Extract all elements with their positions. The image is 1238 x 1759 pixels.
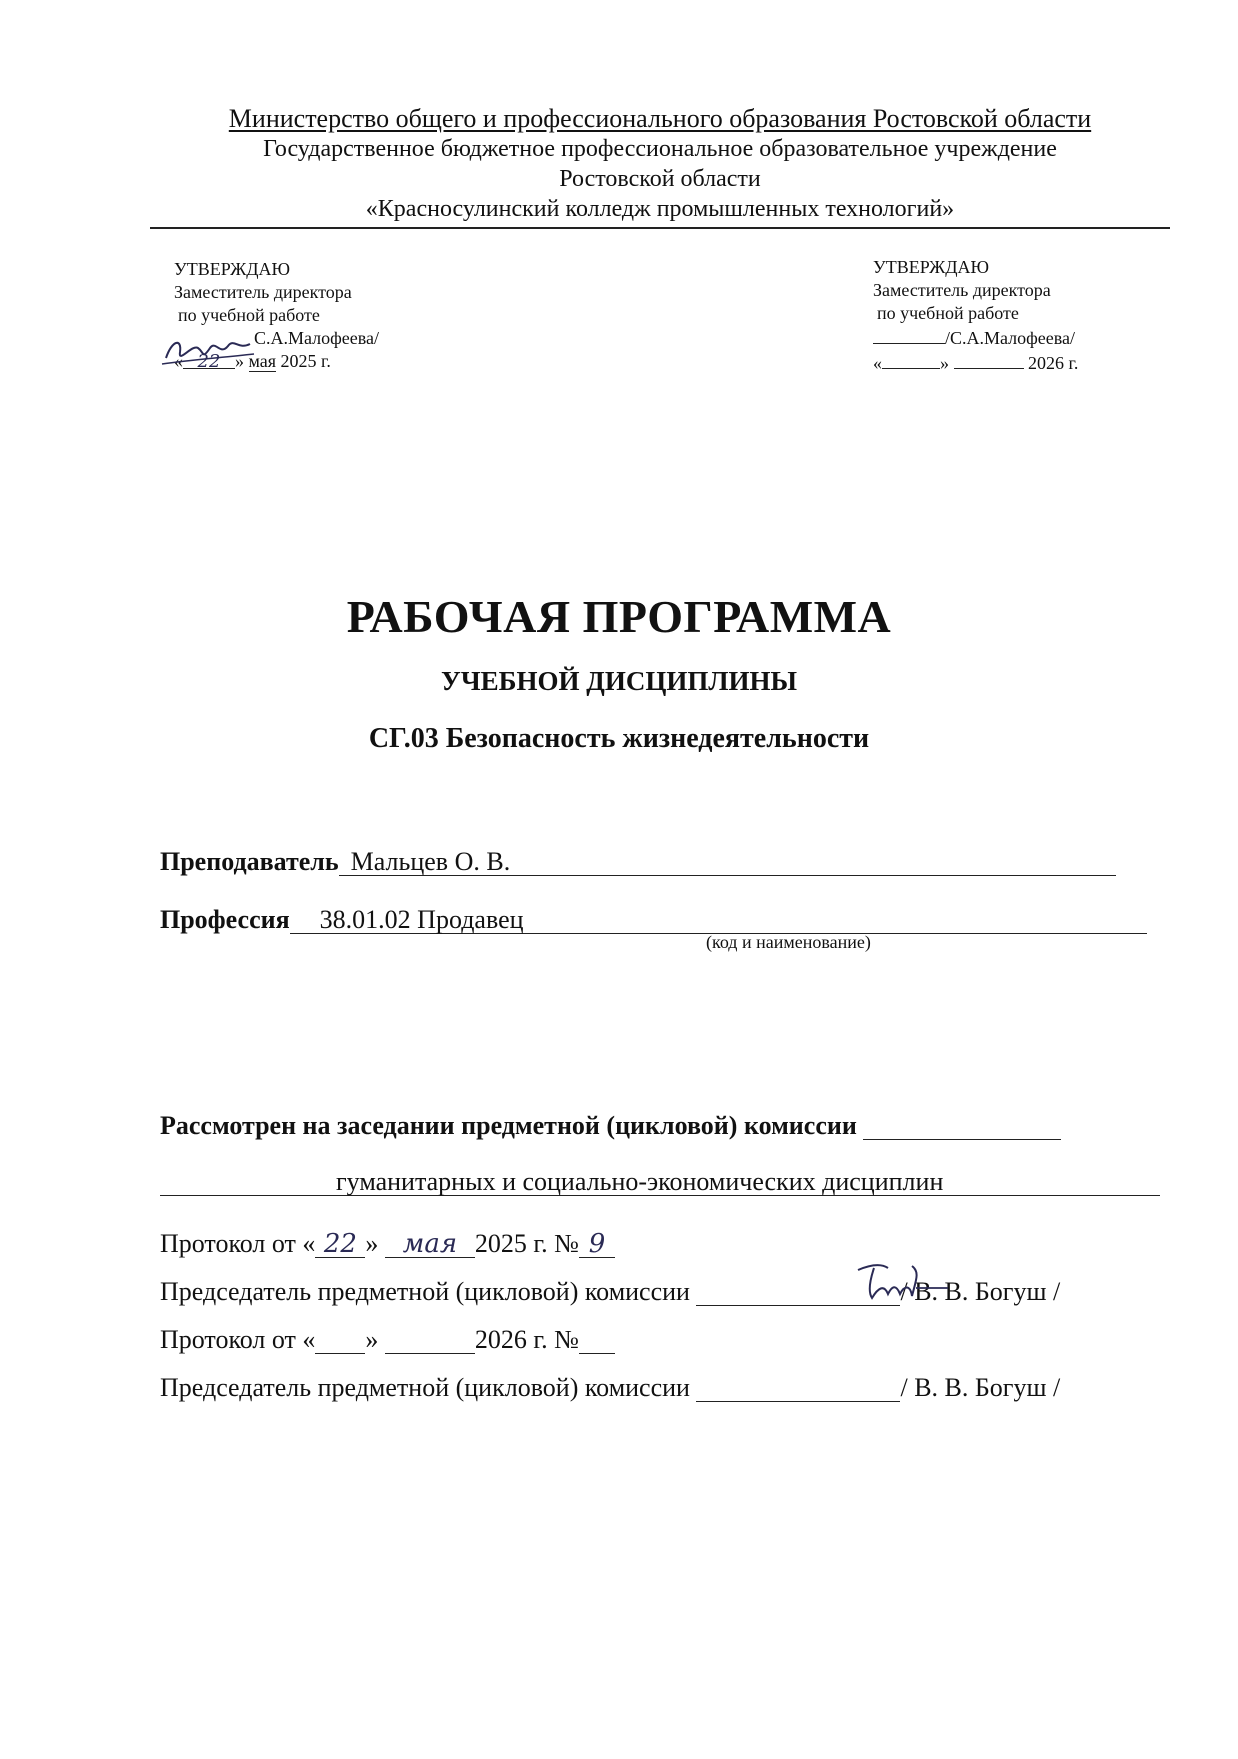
- director-signature-icon: [158, 330, 258, 370]
- date-open-quote: «: [873, 353, 882, 373]
- profession-field: [160, 904, 1147, 936]
- commission-blank: [863, 1113, 1061, 1140]
- institution-line-1: Государственное бюджетное профессиональное образовательное учреждение: [263, 136, 1057, 162]
- approval-date: [873, 350, 1078, 375]
- protocol-mid: »: [365, 1325, 379, 1354]
- approval-name: /С.А.Малофеева/: [945, 328, 1076, 348]
- institution-line-2: Ростовской области: [559, 166, 761, 192]
- header-divider: [150, 227, 1170, 229]
- commission-label: Рассмотрен на заседании предметной (цикловой) комиссии: [160, 1111, 857, 1140]
- protocol-month: мая: [385, 1231, 475, 1258]
- commission-name: гуманитарных и социально-экономических дисциплин: [160, 1169, 1160, 1196]
- approval-title: УТВЕРЖДАЮ: [174, 259, 291, 279]
- chair-signature-blank: [696, 1375, 900, 1402]
- chair-label: Председатель предметной (цикловой) комиссии: [160, 1373, 690, 1402]
- teacher-value: Мальцев О. В.: [339, 849, 1116, 876]
- document-subtitle: УЧЕБНОЙ ДИСЦИПЛИНЫ: [441, 666, 797, 696]
- commission-field: [160, 1110, 1061, 1142]
- approval-name: С.А.Малофеева/: [254, 328, 380, 348]
- approval-position-2: по учебной работе: [877, 303, 1019, 323]
- protocol-day-blank: [315, 1327, 365, 1354]
- protocol-year: 2025 г. №: [474, 1229, 579, 1258]
- signature-blank: [873, 325, 945, 344]
- approval-date-year: 2025 г.: [280, 351, 331, 371]
- approval-block-right: [873, 256, 1078, 375]
- protocol-2: [160, 1324, 615, 1356]
- commission-name-field: [160, 1166, 1160, 1198]
- document-header: [150, 104, 1170, 224]
- teacher-label: Преподаватель: [160, 847, 339, 876]
- ministry-name: Министерство общего и профессионального образования Ростовской области: [228, 104, 1092, 133]
- protocol-label: Протокол от «: [160, 1325, 316, 1354]
- date-close-quote: »: [940, 353, 949, 373]
- profession-caption: (код и наименование): [706, 932, 871, 952]
- chair-name: / В. В. Богуш /: [900, 1277, 1061, 1306]
- approval-name-line: [873, 325, 1078, 350]
- profession-value: 38.01.02 Продавец: [290, 907, 1147, 934]
- protocol-1: [160, 1228, 615, 1260]
- protocol-number: 9: [579, 1231, 615, 1258]
- document-title: РАБОЧАЯ ПРОГРАММА: [346, 591, 892, 642]
- approval-date-day: 22: [183, 350, 235, 369]
- approval-title: УТВЕРЖДАЮ: [873, 257, 990, 277]
- chair-signature-icon: [852, 1258, 952, 1308]
- approval-date: « 22 » мая 2025 г.: [174, 351, 331, 372]
- approval-position: Заместитель директора: [174, 282, 352, 302]
- institution-line-3: «Красносулинский колледж промышленных технологий»: [365, 196, 955, 222]
- protocol-day: 22: [315, 1231, 365, 1258]
- protocol-year: 2026 г. №: [474, 1325, 579, 1354]
- approval-date-year: 2026 г.: [1028, 353, 1079, 373]
- protocol-mid: »: [365, 1229, 379, 1258]
- approval-position: Заместитель директора: [873, 280, 1051, 300]
- chair-name: / В. В. Богуш /: [900, 1373, 1061, 1402]
- teacher-field: [160, 846, 1116, 878]
- protocol-label: Протокол от «: [160, 1229, 316, 1258]
- approval-date-day-blank: [882, 350, 940, 369]
- profession-label: Профессия: [160, 905, 290, 934]
- protocol-2-chair: [160, 1372, 1060, 1404]
- protocol-number-blank: [579, 1327, 615, 1354]
- approval-date-month-blank: [954, 350, 1024, 369]
- approval-date-month: мая: [248, 351, 277, 371]
- discipline-name: СГ.03 Безопасность жизнедеятельности: [368, 723, 870, 754]
- protocol-month-blank: [385, 1327, 475, 1354]
- approval-position-2: по учебной работе: [178, 305, 320, 325]
- chair-label: Председатель предметной (цикловой) комиссии: [160, 1277, 690, 1306]
